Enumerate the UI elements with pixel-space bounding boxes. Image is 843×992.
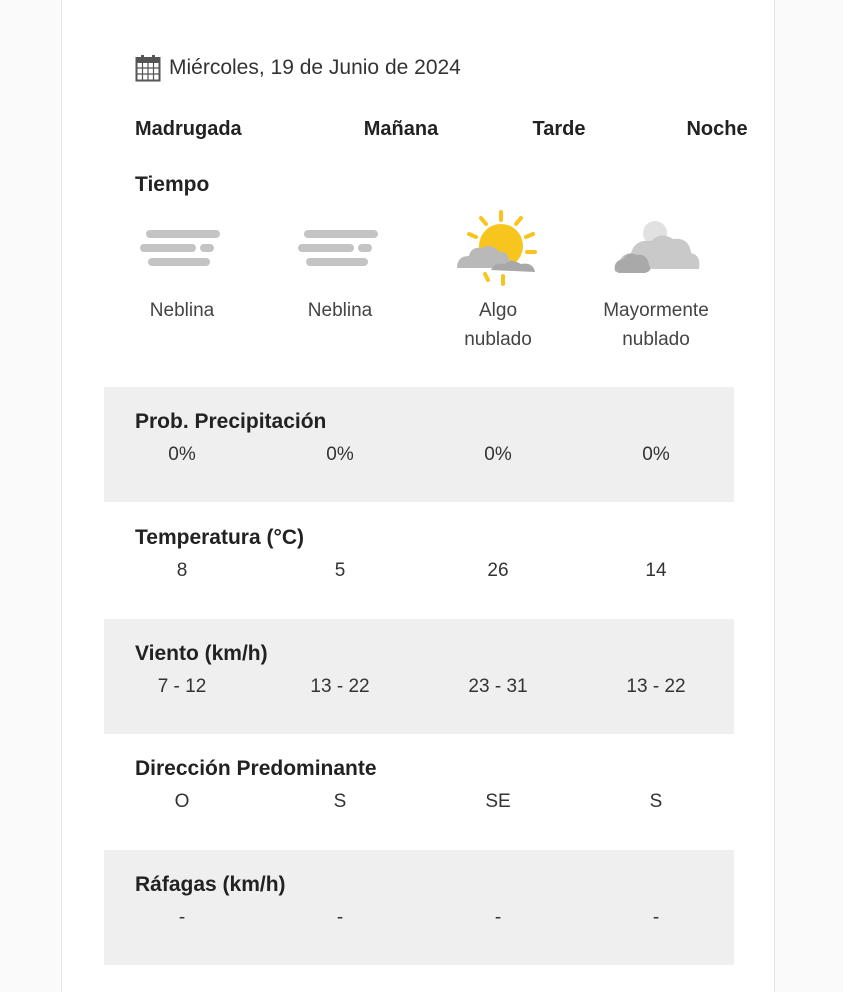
row-value: 0% <box>326 444 354 465</box>
row-value: 5 <box>334 560 346 581</box>
row-value: - <box>494 907 502 928</box>
gusts-row <box>104 850 734 965</box>
row-label: Prob. Precipitación <box>135 410 327 433</box>
wind-direction-row <box>104 734 734 849</box>
partly-cloudy-sun-icon <box>447 208 547 288</box>
condition-noche: Mayormente nublado <box>603 300 709 350</box>
period-header-madrugada: Madrugada <box>135 118 242 140</box>
row-label: Viento (km/h) <box>135 642 268 665</box>
row-label: Temperatura (°C) <box>135 526 305 549</box>
period-header-tarde: Tarde <box>532 118 586 140</box>
row-value: 0% <box>168 444 196 465</box>
row-label: Dirección Predominante <box>135 757 377 780</box>
wind-row <box>104 619 734 734</box>
mostly-cloudy-night-icon <box>605 208 705 288</box>
condition-descriptions <box>104 296 734 356</box>
row-value: - <box>652 907 660 928</box>
period-header-manana: Mañana <box>363 118 439 140</box>
row-value: 8 <box>176 560 188 581</box>
row-value: 13 - 22 <box>310 676 370 697</box>
row-value: - <box>178 907 186 928</box>
condition-tarde: Algo nublado <box>464 300 532 350</box>
row-value: 26 <box>487 560 509 581</box>
row-value: S <box>649 791 663 812</box>
row-label: Ráfagas (km/h) <box>135 873 286 896</box>
row-value: 0% <box>484 444 512 465</box>
forecast-card <box>61 0 775 992</box>
condition-manana: Neblina <box>307 300 373 321</box>
condition-madrugada: Neblina <box>149 300 215 321</box>
weather-icons-row <box>104 208 734 288</box>
period-header-noche: Noche <box>686 118 748 140</box>
row-value: - <box>336 907 344 928</box>
precipitation-row <box>104 387 734 502</box>
row-value: 14 <box>645 560 667 581</box>
fog-icon <box>289 208 389 288</box>
period-headers <box>104 118 748 150</box>
row-value: O <box>174 791 190 812</box>
row-value: 0% <box>642 444 670 465</box>
row-value: S <box>333 791 347 812</box>
date-header <box>135 52 461 84</box>
row-value: 23 - 31 <box>468 676 528 697</box>
row-value: 13 - 22 <box>626 676 686 697</box>
row-value: SE <box>485 791 511 812</box>
weather-section-label: Tiempo <box>135 173 210 196</box>
fog-icon <box>131 208 231 288</box>
forecast-date: Miércoles, 19 de Junio de 2024 <box>169 56 461 79</box>
row-value: 7 - 12 <box>157 676 207 697</box>
temperature-row <box>104 503 734 618</box>
calendar-icon <box>135 54 161 82</box>
